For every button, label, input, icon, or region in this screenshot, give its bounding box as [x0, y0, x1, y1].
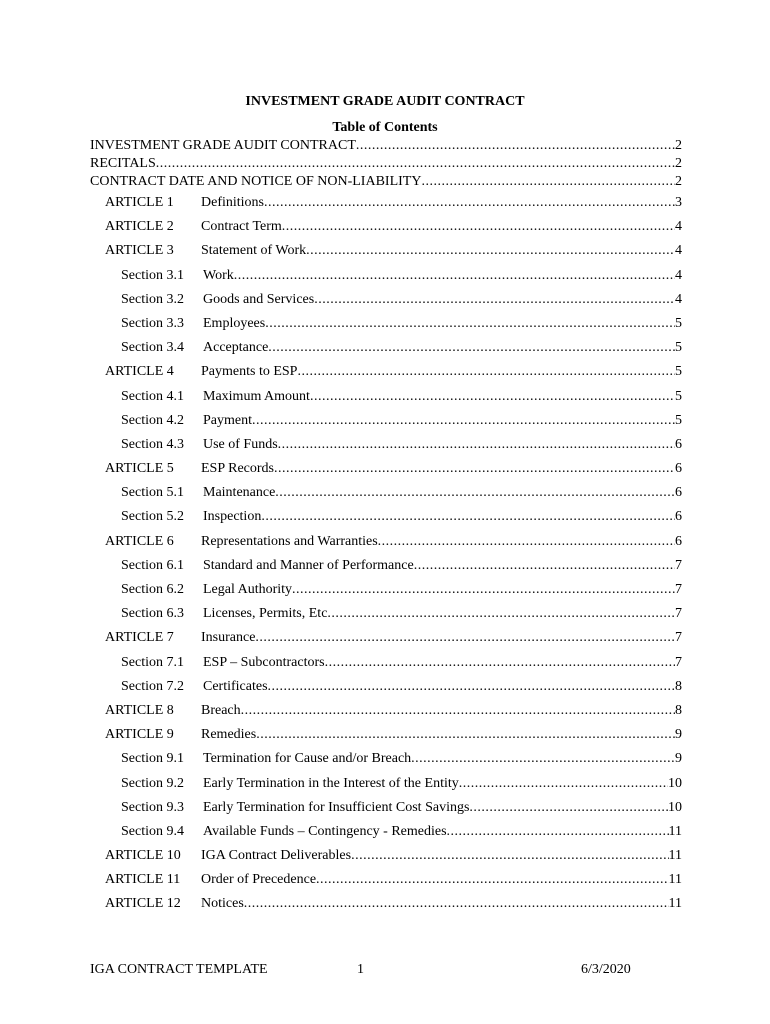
toc-entry-title: Statement of Work: [201, 243, 307, 259]
toc-dot-leader: [278, 433, 675, 457]
toc-dot-leader: [282, 215, 675, 239]
toc-entry-number: Section 4.2: [121, 412, 184, 428]
toc-entry-page-number: 7: [675, 654, 682, 670]
toc-entry-page-number: 6: [675, 485, 682, 501]
toc-entry[interactable]: [90, 675, 682, 699]
toc-dot-leader: [327, 602, 675, 626]
toc-entry-number: ARTICLE 9: [105, 727, 174, 743]
toc-entry-page-number: 5: [675, 315, 682, 331]
toc-entry-title: Maximum Amount: [203, 388, 310, 404]
toc-entry-page-number: 7: [675, 582, 682, 597]
toc-entry-number: Section 9.3: [121, 799, 184, 815]
toc-entry-page-number: 7: [675, 557, 682, 573]
toc-entry-number: ARTICLE 1: [105, 195, 174, 210]
toc-entry-page-number: 4: [675, 243, 682, 259]
toc-entry-number: ARTICLE 6: [105, 533, 174, 549]
toc-entry-number: Section 6.2: [121, 582, 184, 597]
toc-entry-title: ESP Records: [201, 461, 274, 477]
toc-entry[interactable]: [90, 554, 682, 578]
toc-dot-leader: [310, 385, 675, 409]
toc-dot-leader: [255, 626, 675, 650]
toc-dot-leader: [356, 137, 675, 155]
toc-entry[interactable]: [90, 312, 682, 336]
toc-entry[interactable]: [90, 796, 682, 820]
toc-entry-title: Inspection: [203, 509, 262, 525]
toc-entry[interactable]: [90, 385, 682, 409]
toc-entry[interactable]: [90, 360, 682, 384]
toc-entry-title: CONTRACT DATE AND NOTICE OF NON-LIABILITY: [90, 174, 422, 189]
toc-entry-title: Legal Authority: [203, 582, 293, 597]
toc-entry[interactable]: [90, 239, 682, 263]
toc-entry-page-number: 2: [675, 174, 682, 189]
toc-entry-page-number: 6: [675, 436, 682, 452]
toc-entry-title: Payment: [203, 412, 252, 428]
toc-entry-title: Standard and Manner of Performance: [203, 557, 414, 573]
toc-entry[interactable]: [90, 264, 682, 288]
footer-document-name: IGA CONTRACT TEMPLATE: [90, 962, 268, 977]
toc-entry-title: IGA Contract Deliverables: [201, 848, 352, 864]
toc-entry-number: Section 9.4: [121, 823, 184, 839]
toc-entry-number: Section 7.2: [121, 678, 184, 694]
toc-entry-title: Insurance: [201, 630, 256, 646]
toc-entry-title: Definitions: [201, 195, 264, 210]
toc-entry-number: ARTICLE 8: [105, 702, 174, 718]
toc-entry-number: ARTICLE 4: [105, 364, 174, 380]
toc-dot-leader: [459, 772, 668, 796]
toc-entry-page-number: 5: [675, 340, 682, 356]
toc-entry-page-number: 8: [675, 678, 682, 694]
toc-entry-number: ARTICLE 12: [105, 896, 181, 912]
toc-entry-title: Termination for Cause and/or Breach: [203, 751, 412, 767]
toc-heading: Table of Contents: [332, 120, 438, 135]
toc-entry-number: Section 3.1: [121, 267, 184, 283]
toc-entry[interactable]: [90, 457, 682, 481]
toc-entry[interactable]: [90, 892, 682, 916]
toc-entry-number: ARTICLE 7: [105, 630, 174, 646]
toc-entry-page-number: 4: [675, 267, 682, 283]
toc-entry-page-number: 2: [675, 138, 682, 153]
toc-dot-leader: [244, 892, 669, 916]
toc-entry-page-number: 5: [675, 412, 682, 428]
toc-entry-number: Section 3.3: [121, 315, 184, 331]
toc-dot-leader: [421, 173, 675, 191]
toc-entry-title: Maintenance: [203, 485, 276, 501]
toc-entry-number: Section 6.3: [121, 606, 184, 622]
table-of-contents: [90, 137, 682, 917]
toc-dot-leader: [447, 820, 669, 844]
toc-entry-page-number: 5: [675, 364, 682, 380]
toc-entry[interactable]: [90, 288, 682, 312]
toc-entry[interactable]: [90, 481, 682, 505]
toc-entry[interactable]: [90, 215, 682, 239]
footer-page-number: 1: [357, 962, 364, 977]
toc-entry[interactable]: [90, 626, 682, 650]
toc-entry-page-number: 11: [668, 872, 682, 888]
toc-entry-title: INVESTMENT GRADE AUDIT CONTRACT: [90, 138, 356, 153]
toc-entry-number: Section 5.1: [121, 485, 184, 501]
toc-entry-number: Section 3.4: [121, 340, 184, 356]
toc-entry-number: ARTICLE 3: [105, 243, 174, 259]
toc-dot-leader: [256, 723, 675, 747]
toc-entry-page-number: 5: [675, 388, 682, 404]
toc-entry-title: RECITALS: [90, 156, 156, 171]
toc-entry-page-number: 11: [668, 848, 682, 864]
toc-entry-title: Notices: [201, 896, 244, 912]
toc-entry-title: Order of Precedence: [201, 872, 317, 888]
toc-entry-page-number: 9: [675, 727, 682, 743]
toc-entry-page-number: 9: [675, 751, 682, 767]
toc-entry[interactable]: [90, 505, 682, 529]
toc-entry-title: Employees: [203, 315, 266, 331]
toc-entry[interactable]: [90, 578, 682, 602]
toc-entry[interactable]: [90, 772, 682, 796]
toc-entry-page-number: 11: [668, 823, 682, 839]
toc-entry-number: Section 7.1: [121, 654, 184, 670]
toc-entry-page-number: 6: [675, 509, 682, 525]
toc-entry[interactable]: [90, 155, 682, 173]
toc-dot-leader: [297, 360, 675, 384]
toc-dot-leader: [314, 288, 675, 312]
toc-entry[interactable]: [90, 699, 682, 723]
toc-dot-leader: [306, 239, 675, 263]
toc-entry[interactable]: [90, 651, 682, 675]
toc-entry[interactable]: [90, 723, 682, 747]
toc-entry-page-number: 10: [668, 799, 682, 815]
toc-entry-page-number: 6: [675, 533, 682, 549]
toc-dot-leader: [351, 844, 668, 868]
toc-entry[interactable]: [90, 820, 682, 844]
toc-entry[interactable]: [90, 530, 682, 554]
toc-dot-leader: [274, 457, 675, 481]
toc-entry-number: Section 6.1: [121, 557, 184, 573]
toc-dot-leader: [241, 699, 675, 723]
toc-entry-page-number: 6: [675, 461, 682, 477]
toc-entry-title: Contract Term: [201, 219, 282, 235]
toc-entry[interactable]: [90, 137, 682, 155]
toc-dot-leader: [275, 481, 675, 505]
toc-entry[interactable]: [90, 747, 682, 771]
toc-entry-title: Payments to ESP: [201, 364, 298, 380]
toc-entry[interactable]: [90, 409, 682, 433]
toc-entry-page-number: 10: [668, 775, 682, 791]
toc-entry-page-number: 11: [668, 896, 682, 912]
footer-date: 6/3/2020: [581, 962, 631, 977]
toc-dot-leader: [469, 796, 668, 820]
toc-entry-title: Remedies: [201, 727, 257, 743]
toc-entry-title: Use of Funds: [203, 436, 278, 452]
toc-entry[interactable]: [90, 868, 682, 892]
toc-dot-leader: [411, 747, 675, 771]
toc-dot-leader: [268, 675, 675, 699]
toc-entry-title: Licenses, Permits, Etc: [203, 606, 328, 622]
toc-dot-leader: [156, 155, 675, 173]
toc-entry-page-number: 8: [675, 702, 682, 718]
toc-dot-leader: [378, 530, 675, 554]
toc-dot-leader: [268, 336, 675, 360]
toc-entry-title: Work: [203, 267, 234, 283]
toc-entry[interactable]: [90, 602, 682, 626]
toc-dot-leader: [414, 554, 675, 578]
toc-dot-leader: [292, 578, 675, 602]
toc-entry-title: Acceptance: [203, 340, 269, 356]
toc-entry-page-number: 7: [675, 606, 682, 622]
toc-entry-number: ARTICLE 2: [105, 219, 174, 235]
toc-entry-title: Certificates: [203, 678, 268, 694]
toc-entry-title: Available Funds – Contingency - Remedies: [203, 823, 447, 839]
toc-entry-page-number: 7: [675, 630, 682, 646]
toc-entry[interactable]: [90, 433, 682, 457]
toc-entry[interactable]: [90, 844, 682, 868]
toc-entry-number: ARTICLE 10: [105, 848, 181, 864]
toc-dot-leader: [265, 312, 675, 336]
toc-entry-number: Section 3.2: [121, 291, 184, 307]
toc-entry-page-number: 4: [675, 291, 682, 307]
toc-entry[interactable]: [90, 173, 682, 191]
toc-dot-leader: [252, 409, 675, 433]
toc-entry-number: Section 4.3: [121, 436, 184, 452]
toc-entry-number: Section 9.2: [121, 775, 184, 791]
toc-entry-title: Early Termination in the Interest of the Entity: [203, 775, 459, 791]
toc-dot-leader: [316, 868, 668, 892]
document-title: INVESTMENT GRADE AUDIT CONTRACT: [245, 94, 525, 109]
toc-entry-number: Section 5.2: [121, 509, 184, 525]
toc-entry[interactable]: [90, 191, 682, 215]
toc-entry-title: Goods and Services: [203, 291, 315, 307]
toc-entry-number: Section 4.1: [121, 388, 184, 404]
toc-dot-leader: [234, 264, 675, 288]
toc-dot-leader: [325, 651, 675, 675]
toc-dot-leader: [261, 505, 675, 529]
toc-entry-page-number: 4: [675, 219, 682, 235]
toc-entry-number: ARTICLE 5: [105, 461, 174, 477]
toc-entry-page-number: 3: [675, 195, 682, 210]
toc-entry-title: Early Termination for Insufficient Cost Savings: [203, 799, 470, 815]
toc-entry[interactable]: [90, 336, 682, 360]
toc-entry-page-number: 2: [675, 156, 682, 171]
toc-entry-number: ARTICLE 11: [105, 872, 181, 888]
toc-dot-leader: [264, 191, 675, 215]
toc-entry-title: ESP – Subcontractors: [203, 654, 325, 670]
toc-entry-title: Representations and Warranties: [201, 533, 378, 549]
toc-entry-number: Section 9.1: [121, 751, 184, 767]
toc-entry-title: Breach: [201, 702, 241, 718]
